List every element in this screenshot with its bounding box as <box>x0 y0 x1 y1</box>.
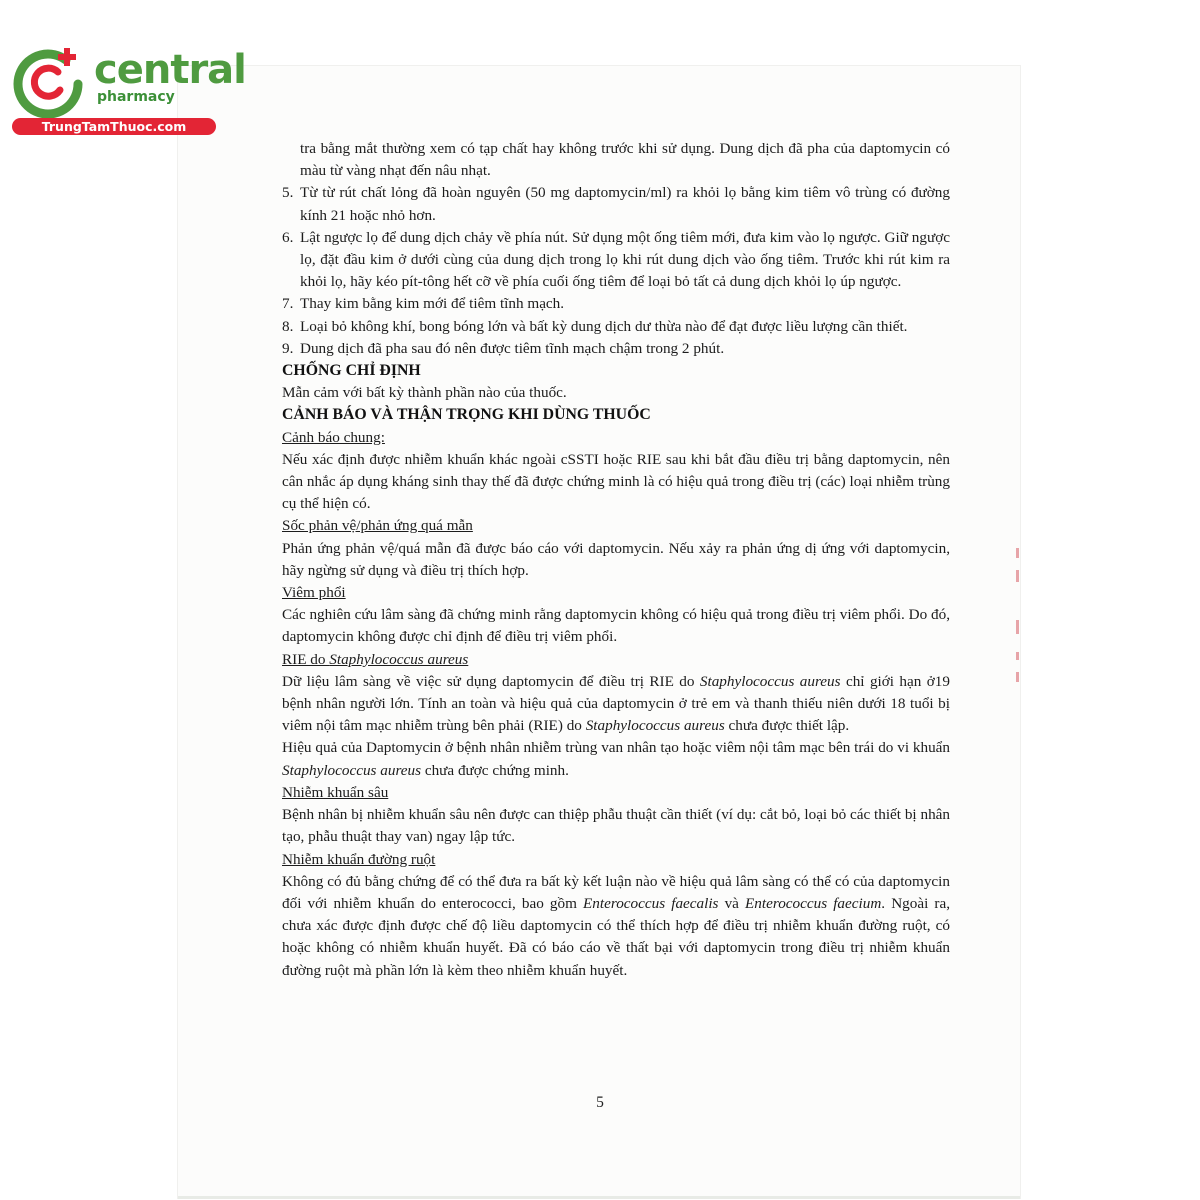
species-faecium: Enterococcus faecium <box>745 894 882 912</box>
general-warning-text: Nếu xác định được nhiễm khuẩn khác ngoài cSSTI hoặc RIE sau khi bắt đầu điều trị bằng daptomycin, nên cân nhắc áp dụng kháng sinh thay thế đã được chứng minh là có hiệu quả trong điều trị (các) loại nhiễm trùng cụ thể hiện có. <box>282 450 950 513</box>
pneumonia-text: Các nghiên cứu lâm sàng đã chứng minh rằng daptomycin không có hiệu quả trong điều trị viêm phổi. Do đó, daptomycin không được chỉ định để điều trị viêm phổi. <box>282 606 950 646</box>
rie-p1-b: chỉ giới hạn ở19 bệnh nhân người lớn. Tính an toàn và hiệu quả của daptomycin ở trẻ em và thanh thiếu niên dưới 18 tuổi bị viêm nội tâm mạc nhiễm trùng bên phải (RIE) do <box>282 672 950 735</box>
list-text: Từ từ rút chất lỏng đã hoàn nguyên (50 mg daptomycin/ml) ra khỏi lọ bằng kim tiêm vô trùng có đường kính 21 hoặc nhỏ hơn. <box>300 184 950 224</box>
anaphylaxis-text: Phản ứng phản vệ/quá mẫn đã được báo cáo với daptomycin. Nếu xảy ra phản ứng dị ứng với daptomycin, hãy ngừng sử dụng và điều trị thích hợp. <box>282 539 950 579</box>
list-item <box>282 293 950 315</box>
general-warning-title: Cảnh báo chung: <box>282 428 385 446</box>
list-number: 6. <box>282 228 294 246</box>
rie-title-prefix: RIE do <box>282 650 330 668</box>
list-item <box>282 182 950 226</box>
rie-title <box>282 649 950 671</box>
list-text: Loại bỏ không khí, bong bóng lớn và bất kỳ dung dịch dư thừa nào để đạt được liều lượng cần thiết. <box>300 317 908 335</box>
pharmacy-logo-icon <box>8 38 88 118</box>
contraindications-heading: CHỐNG CHỈ ĐỊNH <box>282 362 421 380</box>
rie-p1-a: Dữ liệu lâm sàng về việc sử dụng daptomycin để điều trị RIE do <box>282 672 700 690</box>
step-4-continuation: tra bằng mắt thường xem có tạp chất hay không trước khi sử dụng. Dung dịch đã pha của daptomycin có màu từ vàng nhạt đến nâu nhạt. <box>300 140 950 180</box>
species-name: Staphylococcus aureus <box>585 717 725 735</box>
rie-paragraph-2 <box>282 737 950 781</box>
rie-p2-b: chưa được chứng minh. <box>421 761 569 779</box>
list-text: Thay kim bằng kim mới để tiêm tĩnh mạch. <box>300 295 565 313</box>
contraindications-text: Mẫn cảm với bất kỳ thành phần nào của thuốc. <box>282 384 567 402</box>
list-text: Lật ngược lọ để dung dịch chảy về phía nút. Sử dụng một ống tiêm mới, đưa kim vào lọ ngược. Giữ ngược lọ, đặt đầu kim ở dưới cùng của dung dịch trong lọ khi rút dung dịch vào ống tiêm. Trước khi rút kim ra khỏi lọ, hãy kéo pít-tông hết cỡ về phía cuối ống tiêm để loại bỏ tất cả dung dịch khỏi lọ úp ngược. <box>300 228 950 291</box>
rie-paragraph-1 <box>282 671 950 738</box>
list-text: Dung dịch đã pha sau đó nên được tiêm tĩnh mạch chậm trong 2 phút. <box>300 339 725 357</box>
page-bottom-edge <box>178 1196 1020 1199</box>
enteric-text-b: . Ngoài ra, chưa xác được định được chế độ liều daptomycin có thể thích hợp để điều trị nhiễm khuẩn đường ruột, có hoặc không có nhiễm khuẩn huyết. Đã có báo cáo về thất bại với daptomycin trong điều trị nhiễm khuẩn đường ruột mà phần lớn là kèm theo nhiễm khuẩn huyết. <box>282 894 951 979</box>
list-number: 9. <box>282 339 294 357</box>
logo-website: TrungTamThuoc.com <box>12 118 216 135</box>
deep-infection-title: Nhiễm khuẩn sâu <box>282 783 389 801</box>
document-body <box>282 138 950 982</box>
list-item <box>282 227 950 294</box>
list-number: 7. <box>282 295 294 313</box>
rie-p2-a: Hiệu quả của Daptomycin ở bệnh nhân nhiễm trùng van nhân tạo hoặc viêm nội tâm mạc bên trái do vi khuẩn <box>282 739 950 757</box>
enteric-and: và <box>718 894 746 912</box>
central-pharmacy-logo <box>8 38 246 138</box>
enteric-infection-title: Nhiễm khuẩn đường ruột <box>282 850 436 868</box>
enteric-infection-text <box>282 871 950 982</box>
pneumonia-title: Viêm phổi <box>282 584 346 602</box>
rie-title-species: Staphylococcus aureus <box>329 650 469 668</box>
logo-subtitle: pharmacy <box>97 89 175 105</box>
warnings-heading: CẢNH BÁO VÀ THẬN TRỌNG KHI DÙNG THUỐC <box>282 406 651 424</box>
species-name: Staphylococcus aureus <box>282 761 422 779</box>
rie-p1-c: chưa được thiết lập. <box>724 717 850 735</box>
list-item <box>282 338 950 360</box>
list-number: 5. <box>282 184 294 202</box>
deep-infection-text: Bệnh nhân bị nhiễm khuẩn sâu nên được can thiệp phẫu thuật cần thiết (ví dụ: cắt bỏ, loại bỏ các thiết bị nhân tạo, phẫu thuật thay van) ngay lập tức. <box>282 806 950 846</box>
species-name: Staphylococcus aureus <box>699 672 841 690</box>
anaphylaxis-title: Sốc phản vệ/phản ứng quá mẫn <box>282 517 473 535</box>
enteric-text-a: Không có đủ bằng chứng để có thể đưa ra bất kỳ kết luận nào về hiệu quả lâm sàng có thể có của daptomycin đối với nhiễm khuẩn do enterococci, bao gồm <box>282 872 950 912</box>
species-faecalis: Enterococcus faecalis <box>583 894 719 912</box>
list-item <box>282 316 950 338</box>
page-number: 5 <box>596 1094 604 1111</box>
red-stamp-marks <box>1014 540 1022 690</box>
list-number: 8. <box>282 317 294 335</box>
logo-brand-name: central <box>94 47 246 93</box>
